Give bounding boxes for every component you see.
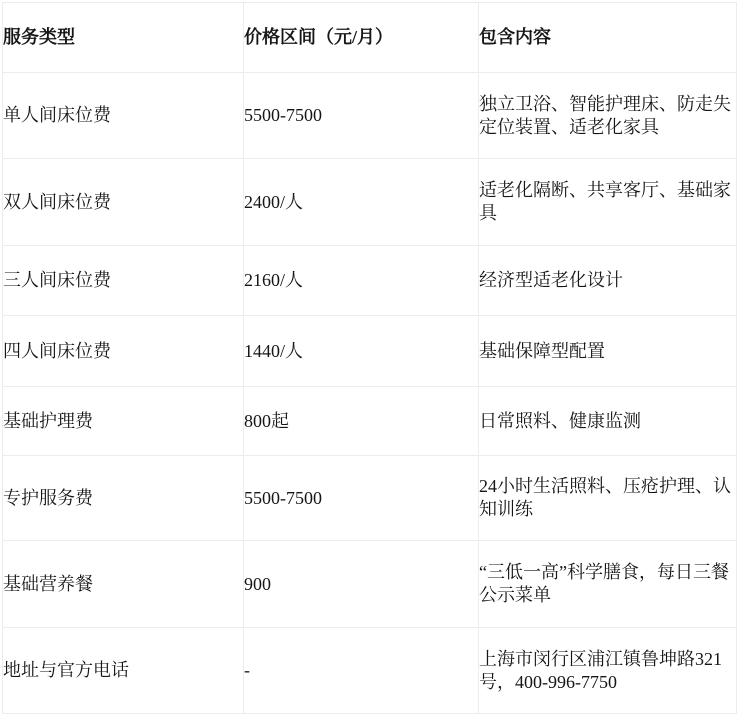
service-cell: 双人间床位费 xyxy=(3,159,244,246)
price-cell: 900 xyxy=(244,541,479,628)
content-cell-address-phone: 上海市闵行区浦江镇鲁坤路321号，400-996-7750 xyxy=(479,628,737,714)
service-cell: 单人间床位费 xyxy=(3,73,244,159)
content-cell: 独立卫浴、智能护理床、防走失定位装置、适老化家具 xyxy=(479,73,737,159)
price-cell: 5500-7500 xyxy=(244,456,479,541)
table-row xyxy=(3,628,737,714)
service-cell: 基础营养餐 xyxy=(3,541,244,628)
price-cell: 1440/人 xyxy=(244,316,479,387)
service-cell: 基础护理费 xyxy=(3,387,244,456)
service-cell-address-phone: 地址与官方电话 xyxy=(3,628,244,714)
price-cell: 2400/人 xyxy=(244,159,479,246)
column-header-included-content: 包含内容 xyxy=(479,3,737,73)
content-cell: 适老化隔断、共享客厅、基础家具 xyxy=(479,159,737,246)
table-row xyxy=(3,456,737,541)
service-cell: 三人间床位费 xyxy=(3,246,244,316)
header-row xyxy=(3,3,737,73)
service-cell: 四人间床位费 xyxy=(3,316,244,387)
table-row xyxy=(3,541,737,628)
table-row xyxy=(3,387,737,456)
column-header-service-type: 服务类型 xyxy=(3,3,244,73)
column-header-price-range: 价格区间（元/月） xyxy=(244,3,479,73)
price-cell: 2160/人 xyxy=(244,246,479,316)
content-cell: 经济型适老化设计 xyxy=(479,246,737,316)
price-cell: - xyxy=(244,628,479,714)
content-cell: 基础保障型配置 xyxy=(479,316,737,387)
table-row xyxy=(3,246,737,316)
price-cell: 5500-7500 xyxy=(244,73,479,159)
table-row xyxy=(3,159,737,246)
price-cell: 800起 xyxy=(244,387,479,456)
pricing-table xyxy=(2,2,737,714)
content-cell: 日常照料、健康监测 xyxy=(479,387,737,456)
service-cell: 专护服务费 xyxy=(3,456,244,541)
table-row xyxy=(3,316,737,387)
content-cell: 24小时生活照料、压疮护理、认知训练 xyxy=(479,456,737,541)
table-row xyxy=(3,73,737,159)
content-cell: “三低一高”科学膳食，每日三餐公示菜单 xyxy=(479,541,737,628)
